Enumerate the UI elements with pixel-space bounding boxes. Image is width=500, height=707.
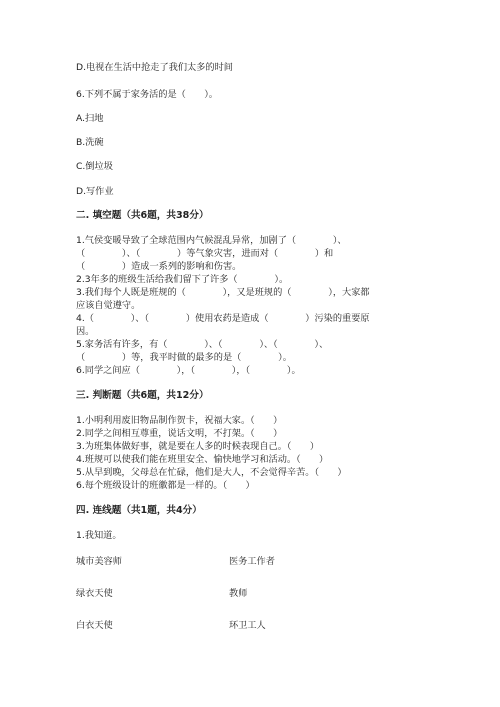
q6-option-c: C.倒垃圾 — [76, 161, 113, 172]
fill-line: 2.3年多的班级生活给我们留下了许多（ ）。 — [76, 274, 289, 285]
section2-title: 二. 填空题（共6题，共38分） — [76, 210, 209, 221]
q6-stem: 6.下列不属于家务活的是（ ）。 — [76, 89, 218, 100]
q5-option-d: D.电视在生活中抢走了我们太多的时间 — [76, 62, 233, 73]
fill-line: （ ）造成一系列的影响和伤害。 — [76, 261, 242, 272]
judge-line: 2.同学之间相互尊重，说话文明，不打架。（ ） — [76, 428, 283, 439]
judge-line: 6.每个班级设计的班徽都是一样的。（ ） — [76, 480, 255, 491]
fill-line: 1.气侯变暖导致了全球范围内气候混乱异常，加剧了（ ）、 — [76, 235, 347, 246]
section4-title: 四. 连线题（共1题，共4分） — [76, 505, 202, 516]
fill-line: 4.（ ）、（ ）使用农药是造成（ ）污染的重要原 — [76, 313, 370, 324]
fill-line: （ ）等，我平时做的最多的是（ ）。 — [76, 352, 292, 363]
match-left-item: 绿衣天使 — [76, 588, 113, 599]
fill-line: 因。 — [76, 326, 95, 337]
q6-option-b: B.洗碗 — [76, 137, 104, 148]
judge-line: 1.小明利用废旧物品制作贺卡，祝福大家。（ ） — [76, 415, 283, 426]
fill-line: 6.同学之间应（ ），（ ），（ ）。 — [76, 365, 301, 376]
q6-option-d: D.写作业 — [76, 186, 114, 197]
judge-line: 5.从早到晚，父母总在忙碌，他们是大人，不会觉得辛苦。（ ） — [76, 467, 347, 478]
fill-line: （ ）、（ ）等气象灾害，进而对（ ）和 — [76, 248, 334, 259]
match-right-item: 医务工作者 — [229, 556, 275, 567]
judge-line: 3.为班集体做好事，就是要在人多的时候表现自己。（ ） — [76, 441, 320, 452]
section3-title: 三. 判断题（共6题，共12分） — [76, 390, 209, 401]
fill-line: 3.我们每个人既是班规的（ ），又是班规的（ ），大家都 — [76, 287, 370, 298]
judge-line: 4.班规可以使我们能在班里安全、愉快地学习和活动。（ ） — [76, 454, 329, 465]
fill-line: 应该自觉遵守。 — [76, 300, 141, 311]
match-right-item: 环卫工人 — [229, 620, 266, 631]
match-left-item: 城市美容师 — [76, 556, 122, 567]
match-right-item: 教师 — [229, 588, 248, 599]
fill-line: 5.家务活有许多，有（ ）、（ ）、（ ）、 — [76, 339, 329, 350]
q6-option-a: A.扫地 — [76, 113, 104, 124]
match-left-item: 白衣天使 — [76, 620, 113, 631]
match-stem: 1.我知道。 — [76, 530, 122, 541]
